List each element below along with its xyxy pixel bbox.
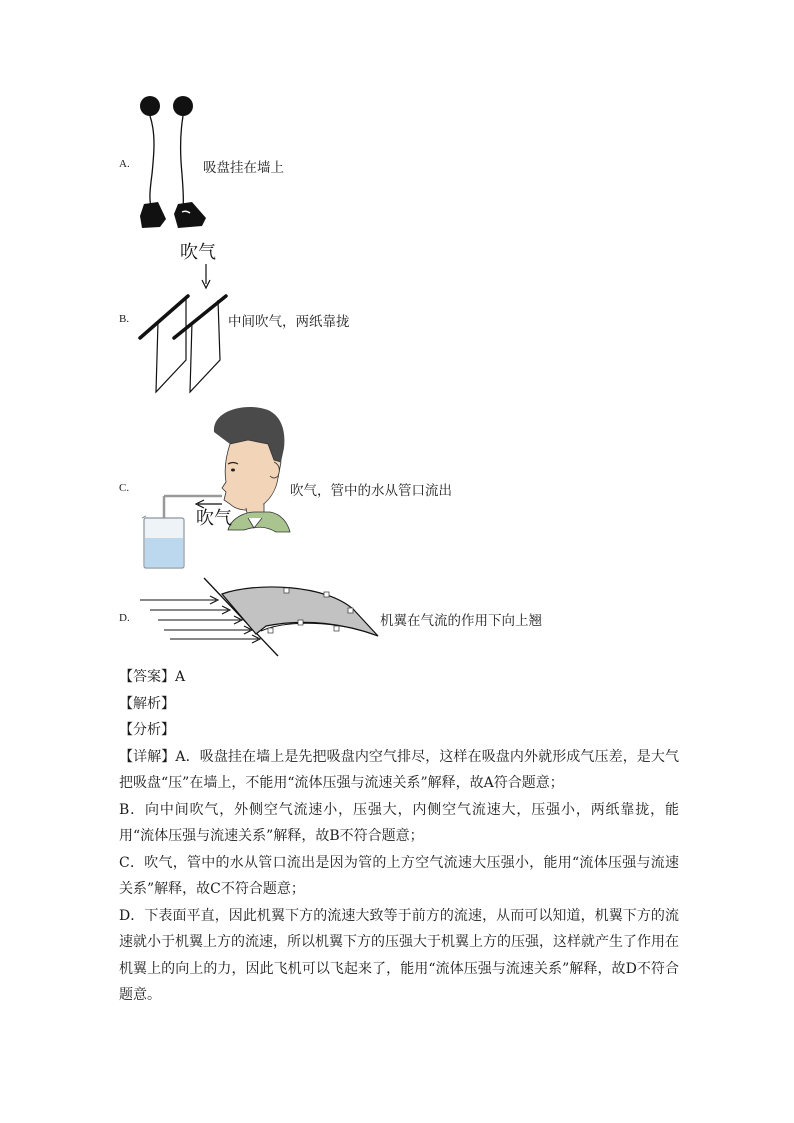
- answer-value: A: [175, 669, 186, 685]
- airplane-wing-figure: [136, 576, 386, 660]
- fenxi-line: [119, 717, 679, 744]
- detail-paragraph-b: B．向中间吹气，外侧空气流速小，压强大，内侧空气流速大，压强小，两纸靠拢，能用“流体压强与流速关系”解释，故B不符合题意；: [119, 801, 679, 844]
- answer-line: [119, 664, 679, 691]
- detail-text-a: A．吸盘挂在墙上是先把吸盘内空气排尽，这样在吸盘内外就形成气压差，是大气把吸盘“压”在墙上，不能用“流体压强与流速关系”解释，故A符合题意；: [119, 748, 680, 791]
- option-a-letter: A.: [119, 158, 130, 170]
- blow-label-b: 吹气: [180, 242, 216, 263]
- detail-paragraph-c: C．吹气，管中的水从管口流出是因为管的上方空气流速大压强小，能用“流体压强与流速关系”解释，故C不符合题意；: [119, 854, 679, 897]
- two-papers-figure: [136, 234, 236, 394]
- fenxi-tag: 【分析】: [119, 722, 175, 738]
- boy-blowing-figure: [136, 400, 296, 575]
- option-b-letter: B.: [119, 313, 130, 325]
- answer-tag: 【答案】: [119, 669, 175, 685]
- detail-tag: 【详解】: [119, 748, 176, 765]
- jiexi-tag: 【解析】: [119, 695, 175, 712]
- detail-paragraph-d: D．下表面平直，因此机翼下方的流速大致等于前方的流速，从而可以知道，机翼下方的流速就小于机翼上方的流速，所以机翼下方的压强大于机翼上方的压强，这样就产生了作用在机翼上的向上的力，因此飞机可以飞起来了，能用“流体压强与流速关系”解释，故D不符合题意。: [119, 907, 679, 1003]
- option-d-letter: D.: [119, 612, 130, 624]
- jiexi-line: [119, 691, 679, 718]
- detail-paragraph-a: [119, 744, 679, 797]
- option-a-caption: 吸盘挂在墙上: [203, 160, 284, 176]
- blow-label-c: 吹气: [196, 508, 232, 529]
- answer-explanation: [119, 664, 679, 1009]
- option-c-caption: 吹气，管中的水从管口流出: [290, 483, 452, 499]
- option-d-caption: 机翼在气流的作用下向上翘: [380, 613, 542, 629]
- option-c-letter: C.: [119, 482, 130, 494]
- option-b-caption: 中间吹气，两纸靠拢: [228, 314, 350, 330]
